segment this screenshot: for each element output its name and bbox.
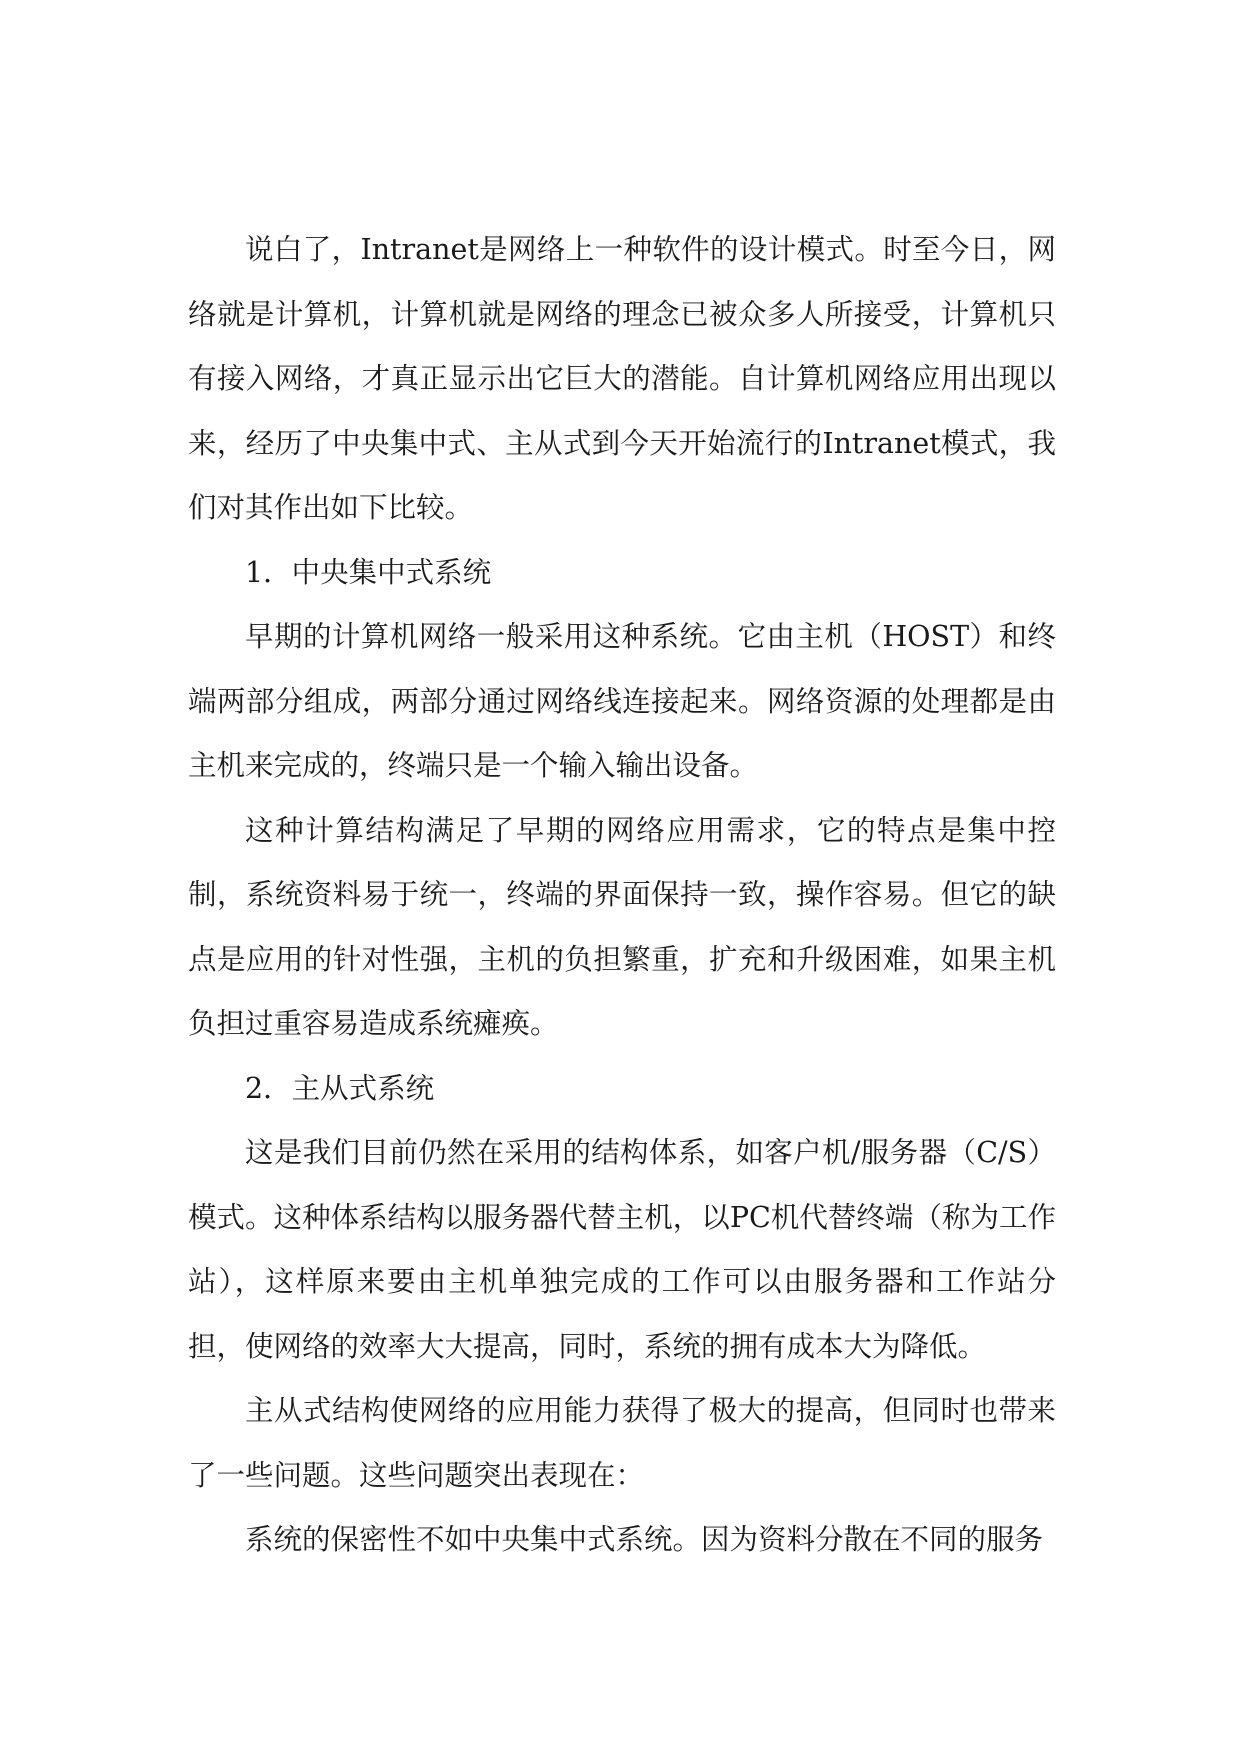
centralized-pros-cons-paragraph: 这种计算结构满足了早期的网络应用需求，它的特点是集中控制，系统资料易于统一，终端的界面保持一致，操作容易。但它的缺点是应用的针对性强，主机的负担繁重，扩充和升级困难，如果主机负担过重容易造成系统瘫痪。 <box>188 813 1056 1040</box>
section-heading-client-server: 2．主从式系统 <box>245 1071 435 1105</box>
document-page <box>188 218 1056 1573</box>
security-issue-paragraph: 系统的保密性不如中央集中式系统。因为资料分散在不同的服务 <box>245 1523 1044 1556</box>
intro-paragraph: 说白了，Intranet是网络上一种软件的设计模式。时至今日，网络就是计算机，计算机就是网络的理念已被众多人所接受，计算机只有接入网络，才真正显示出它巨大的潜能。自计算机网络应用出现以来，经历了中央集中式、主从式到今天开始流行的Intranet模式，我们对其作出如下比较。 <box>188 233 1056 524</box>
centralized-description-paragraph: 早期的计算机网络一般采用这种系统。它由主机（HOST）和终端两部分组成，两部分通过网络线连接起来。网络资源的处理都是由主机来完成的，终端只是一个输入输出设备。 <box>188 620 1056 782</box>
client-server-issues-paragraph: 主从式结构使网络的应用能力获得了极大的提高，但同时也带来了一些问题。这些问题突出表现在： <box>188 1394 1056 1492</box>
section-heading-centralized: 1．中央集中式系统 <box>245 555 492 589</box>
client-server-description-paragraph: 这是我们目前仍然在采用的结构体系，如客户机/服务器（C/S）模式。这种体系结构以服务器代替主机，以PC机代替终端（称为工作站），这样原来要由主机单独完成的工作可以由服务器和工作站分担，使网络的效率大大提高，同时，系统的拥有成本大为降低。 <box>188 1136 1056 1363</box>
